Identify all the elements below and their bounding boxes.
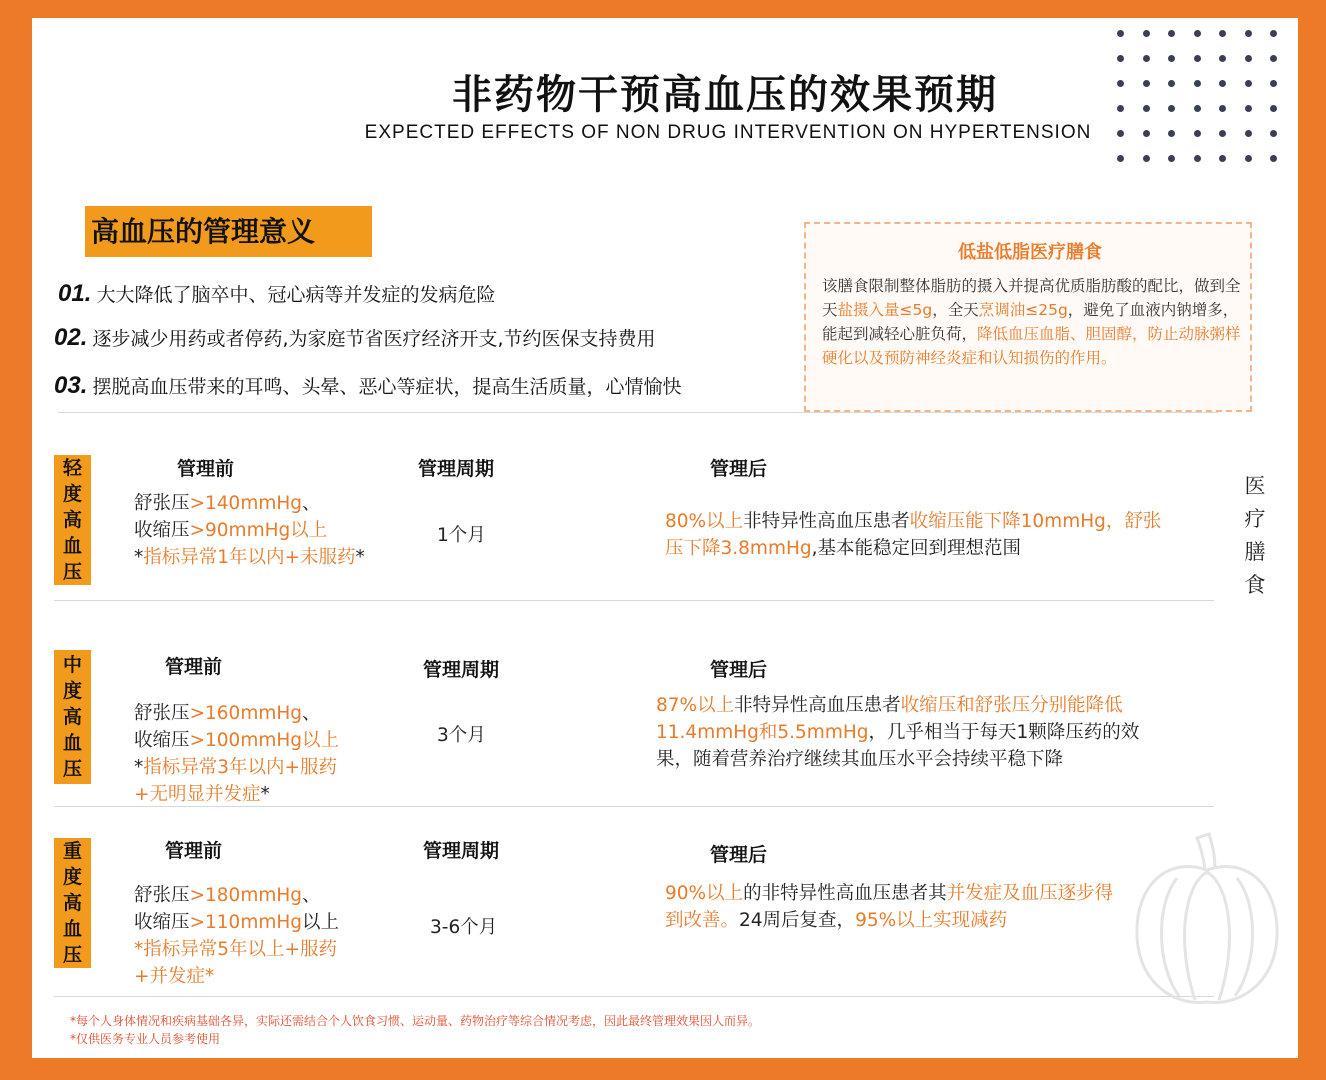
level-tag-char: 中 [62,654,82,676]
text-line [134,781,394,808]
highlight-text: 95%以上实现减药 [855,910,1008,931]
significance-point [54,372,774,400]
decorative-dot [1194,30,1201,37]
highlight-text: 11.4mmHg和5.5mmHg [656,722,869,743]
point-number: 01. [58,280,92,307]
decorative-dot [1270,155,1277,162]
highlight-text: 指标异常1年以内+未服药 [143,547,356,568]
plain-text: 、 [302,885,321,906]
column-header-before: 管理前 [165,656,223,678]
plain-text: 收缩压 [134,730,190,751]
pumpkin-icon [1127,826,1287,1026]
text-line [665,508,1205,535]
point-text: 摆脱高血压带来的耳鸣、头晕、恶心等症状，提高生活质量，心情愉快 [92,376,682,398]
plain-text: 的非特异性高血压患者其 [743,883,947,904]
decorative-dot [1245,55,1252,62]
text-line [665,880,1165,907]
point-text: 大大降低了脑卒中、冠心病等并发症的发病危险 [96,284,496,306]
before-cell [134,882,394,990]
decorative-dot [1270,55,1277,62]
decorative-dot [1245,30,1252,37]
page-subtitle: EXPECTED EFFECTS OF NON DRUG INTERVENTION ON HYPERTENSION [364,122,1092,143]
highlight-text: >90mmHg以上 [189,520,328,541]
plain-text: 舒张压 [134,703,190,724]
text-line [134,700,394,727]
plain-text: 24周后复查， [739,910,856,931]
decorative-dot [1270,30,1277,37]
column-header-period: 管理周期 [418,458,495,480]
point-number: 02. [54,324,88,351]
significance-point [58,280,778,308]
decorative-dot [1117,30,1124,37]
level-tag-char: 压 [62,758,82,780]
text-line [134,517,394,544]
text-line [656,719,1196,746]
text-line [134,909,394,936]
highlight-text: *指标异常5年以上+服药 [134,939,338,960]
level-tag-char: 高 [62,706,82,728]
column-header-before: 管理前 [177,458,235,480]
diet-highlight: 烹调油≤25g [978,301,1068,319]
point-number: 03. [54,372,88,399]
text-line [656,692,1196,719]
divider [54,806,1214,807]
level-tag-char: 高 [62,892,82,914]
point-text: 逐步减少用药或者停药,为家庭节省医疗经济开支,节约医保支持费用 [92,328,656,350]
text-line [665,535,1205,562]
decorative-dot [1117,155,1124,162]
level-tag-char: 重 [62,840,82,862]
plain-text: 以上 [302,912,340,933]
period-cell: 3-6个月 [430,917,498,938]
decorative-dot [1194,155,1201,162]
column-header-after: 管理后 [710,458,768,480]
highlight-text: +并发症* [134,966,215,987]
plain-text: * [260,784,270,805]
footnote: *仅供医务专业人员参考使用 [70,1032,221,1046]
plain-text: * [134,757,144,778]
level-tag-char: 度 [62,866,82,888]
highlight-text: 收缩压和舒张压分别能降低 [900,695,1123,716]
diet-text: 该膳食限制整体脂肪的摄入并提高优质脂肪酸的配比，做到全天 [822,277,1241,319]
level-tag-char: 血 [62,732,82,754]
level-tag-char: 轻 [62,457,82,479]
text-line [134,754,394,781]
divider [58,412,1218,413]
level-tag-char: 血 [62,918,82,940]
highlight-text: 指标异常3年以内+服药 [143,757,338,778]
text-line [134,936,394,963]
decorative-dot [1219,155,1226,162]
page-title: 非药物干预高血压的效果预期 [452,72,998,118]
after-cell [656,692,1196,773]
plain-text: 舒张压 [134,493,190,514]
highlight-text: >160mmHg [189,703,303,724]
plain-text: 非特异性高血压患者 [734,695,901,716]
level-tag-char: 度 [62,680,82,702]
side-label-char: 膳 [1244,540,1266,564]
decorative-dot [1143,30,1150,37]
side-label-char: 医 [1244,474,1266,498]
diet-description [822,274,1242,370]
after-cell [665,508,1205,562]
plain-text: 非特异性高血压患者 [743,511,910,532]
decorative-dot [1219,55,1226,62]
plain-text: ,基本能稳定回到理想范围 [811,538,1022,559]
diet-text: ，避免了血液内钠增多，能起到减轻心脏负荷， [822,301,1239,343]
decorative-dot [1168,155,1175,162]
column-header-before: 管理前 [165,840,223,862]
level-tag-severe [54,838,91,968]
period-cell: 3个月 [437,725,486,746]
highlight-text: 收缩压能下降10mmHg，舒张 [909,511,1162,532]
level-tag-char: 度 [62,483,82,505]
text-line [656,746,1196,773]
decorative-dot [1143,55,1150,62]
highlight-text: >140mmHg [189,493,303,514]
decorative-dot [1168,30,1175,37]
side-label-char: 食 [1244,573,1266,597]
divider [54,996,1214,997]
plain-text: 、 [302,703,321,724]
text-line [134,544,394,571]
text-line [134,727,394,754]
plain-text: 果，随着营养治疗继续其血压水平会持续平稳下降 [656,749,1064,770]
highlight-text: >100mmHg以上 [189,730,340,751]
poster-sheet [32,18,1298,1058]
highlight-text: 80%以上 [665,511,744,532]
decorative-dot [1143,155,1150,162]
diet-text: ，全天 [932,301,979,319]
text-line [134,963,394,990]
plain-text: * [134,547,144,568]
highlight-text: >180mmHg [189,885,303,906]
section-label-significance: 高血压的管理意义 [85,206,372,257]
highlight-text: 到改善。 [665,910,740,931]
plain-text: 收缩压 [134,520,190,541]
side-label-char: 疗 [1244,507,1266,531]
footnote: *每个人身体情况和疾病基础各异，实际还需结合个人饮食习惯、运动量、药物治疗等综合情况考虑，因此最终管理效果因人而异。 [70,1014,761,1028]
level-tag-mild [54,455,91,585]
highlight-text: 并发症及血压逐步得 [946,883,1114,904]
column-header-after: 管理后 [710,659,768,681]
level-tag-char: 压 [62,944,82,966]
significance-point [54,324,774,352]
text-line [134,490,394,517]
plain-text: 、 [302,493,321,514]
plain-text: 收缩压 [134,912,190,933]
before-cell [134,490,394,571]
level-tag-moderate [54,650,91,784]
decorative-dot [1219,30,1226,37]
decorative-dot [1117,55,1124,62]
decorative-dot [1245,155,1252,162]
highlight-text: +无明显并发症 [134,784,261,805]
decorative-dot [1194,55,1201,62]
level-tag-char: 高 [62,509,82,531]
period-cell: 1个月 [437,525,486,546]
side-vertical-label [1243,470,1267,602]
column-header-after: 管理后 [710,844,768,866]
diet-title: 低盐低脂医疗膳食 [958,242,1102,263]
column-header-period: 管理周期 [423,840,500,862]
highlight-text: 压下降3.8mmHg [665,538,812,559]
text-line [665,907,1165,934]
decorative-dot [1168,55,1175,62]
highlight-text: >110mmHg [189,912,303,933]
before-cell [134,700,394,808]
level-tag-char: 压 [62,561,82,583]
highlight-text: 90%以上 [665,883,744,904]
plain-text: * [355,547,365,568]
diet-highlight: 降低血压血脂、胆固醇，防止动脉粥样硬化以及预防神经炎症和认知损伤的作用。 [822,325,1241,367]
plain-text: 舒张压 [134,885,190,906]
after-cell [665,880,1165,934]
diet-highlight: 盐摄入量≤5g [837,301,933,319]
text-line [134,882,394,909]
divider [54,600,1214,601]
plain-text: ，几乎相当于每天1颗降压药的效 [868,722,1140,743]
diet-info-box [804,222,1252,412]
column-header-period: 管理周期 [423,659,500,681]
level-tag-char: 血 [62,535,82,557]
highlight-text: 87%以上 [656,695,735,716]
